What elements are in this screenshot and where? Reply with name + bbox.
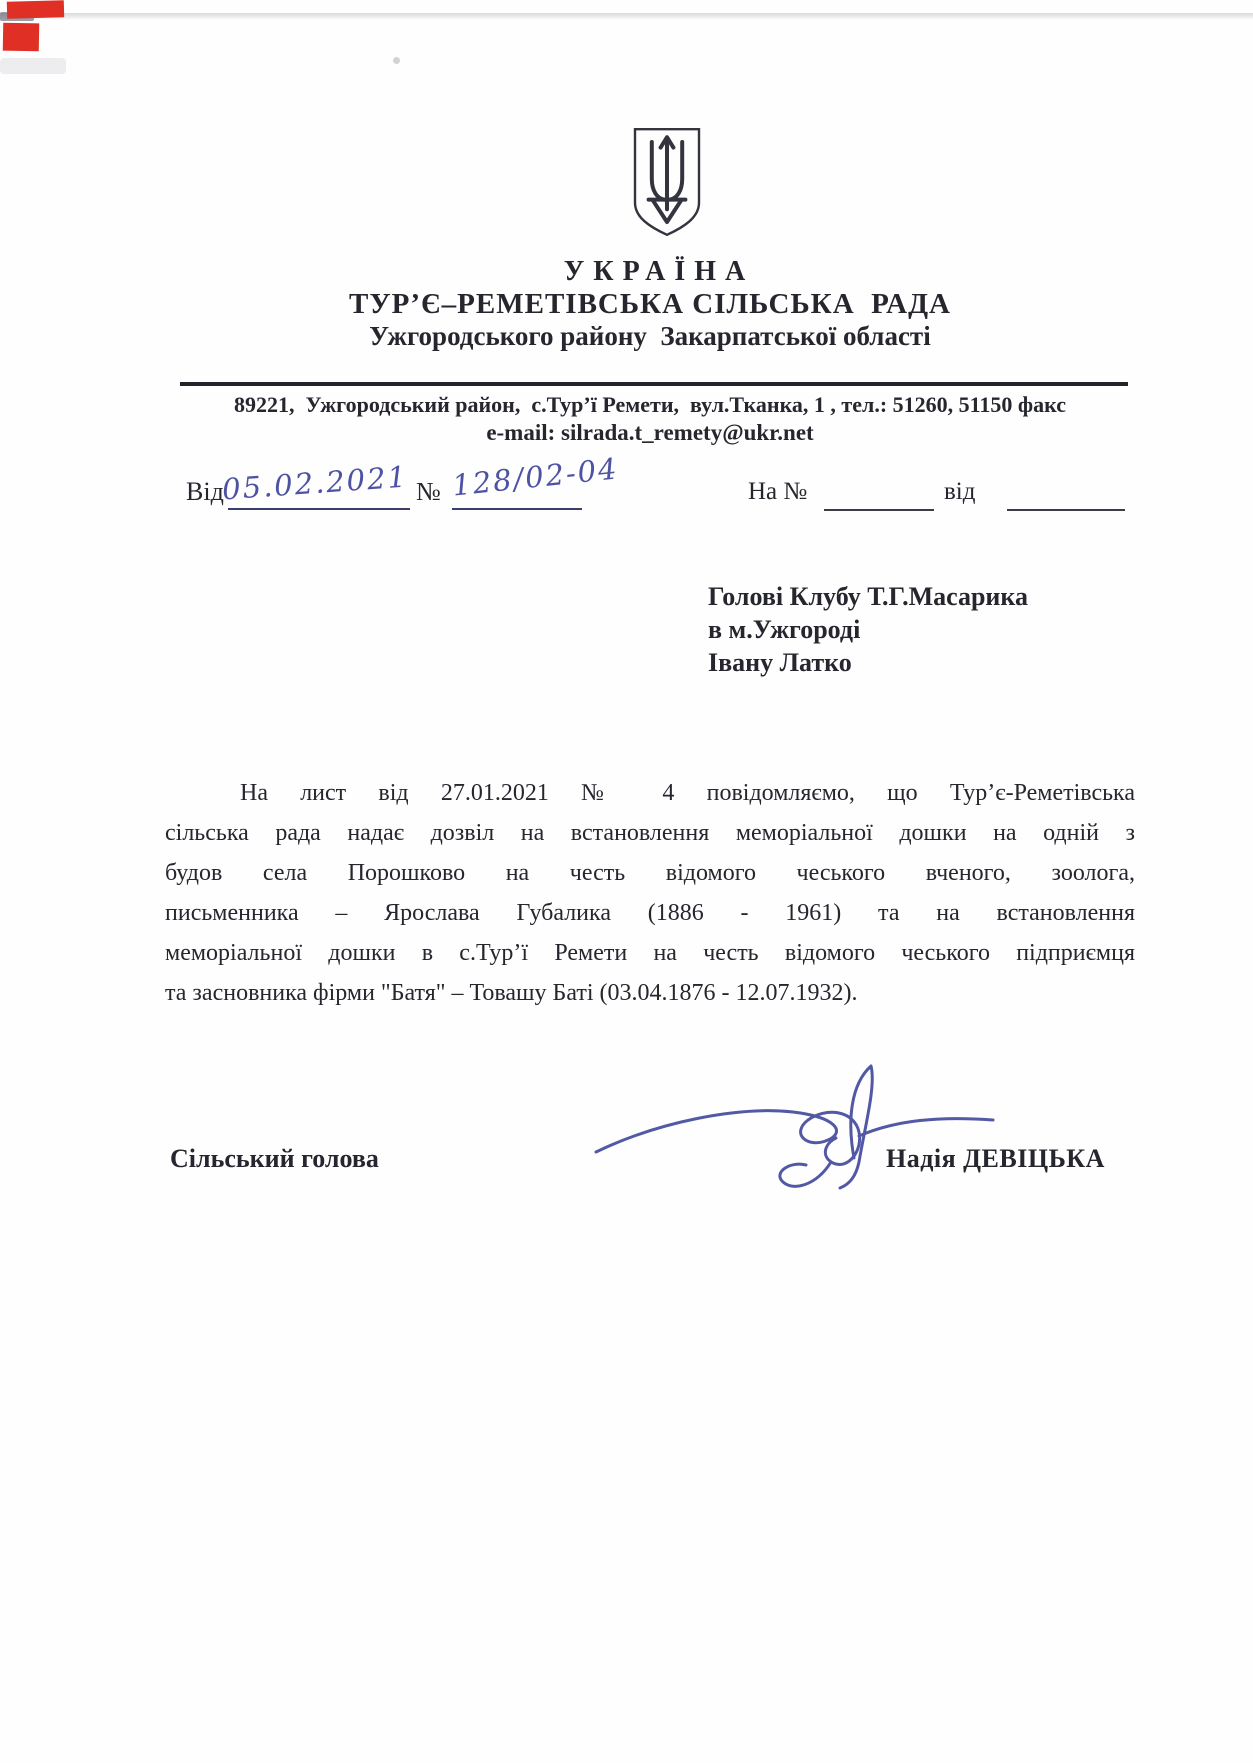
region-line: Ужгородського району Закарпатської області bbox=[369, 321, 931, 351]
blank-line bbox=[228, 508, 410, 510]
handwritten-signature bbox=[588, 1060, 1008, 1202]
ukraine-trident-icon bbox=[627, 126, 707, 238]
blank-line bbox=[824, 509, 934, 511]
body-line: меморіальної дошки в с.Тур’ї Ремети на честь відомого чеського підприємця bbox=[165, 940, 1135, 966]
scan-edge-shadow bbox=[0, 13, 1253, 20]
reply-number-label: На № bbox=[748, 478, 808, 505]
reply-date-label: від bbox=[944, 478, 976, 505]
email-line: e-mail: silrada.t_remety@ukr.net bbox=[486, 420, 814, 445]
body-line: сільська рада надає дозвіл на встановлення меморіальної дошки на одній з bbox=[165, 820, 1135, 846]
scan-artifact-red-mark bbox=[7, 0, 64, 18]
signatory-name: Надія ДЕВІЦЬКА bbox=[886, 1144, 1105, 1173]
scan-artifact-red-mark bbox=[3, 23, 39, 52]
body-line: та засновника фірми "Батя" – Товашу Баті (03.04.1876 - 12.07.1932). bbox=[165, 980, 858, 1006]
body-line: На лист від 27.01.2021 № 4 повідомляємо, що Тур’є-Реметівська bbox=[240, 780, 1135, 806]
addressee-block bbox=[708, 580, 1128, 679]
addressee-line: Голові Клубу Т.Г.Масарика bbox=[708, 582, 1028, 611]
handwritten-date: 05.02.2021 bbox=[221, 459, 410, 507]
addressee-line: в м.Ужгороді bbox=[708, 615, 861, 644]
scan-speck bbox=[393, 57, 400, 64]
body-line: будов села Порошково на честь відомого чеського вченого, зоолога, bbox=[165, 860, 1135, 886]
blank-line bbox=[1007, 509, 1125, 511]
address-line: 89221, Ужгородський район, с.Тур’ї Ремети, вул.Тканка, 1 , тел.: 51260, 51150 факс bbox=[233, 392, 1067, 417]
from-label: Від bbox=[186, 477, 224, 506]
signatory-title: Сільський голова bbox=[170, 1144, 379, 1173]
council-name: ТУР’Є–РЕМЕТІВСЬКА СІЛЬСЬКА РАДА bbox=[349, 288, 951, 320]
number-sign: № bbox=[416, 477, 441, 506]
country-name: УКРАЇНА bbox=[563, 256, 755, 287]
scan-smudge bbox=[0, 58, 66, 74]
handwritten-number: 128/02-04 bbox=[450, 451, 621, 503]
letter-body bbox=[165, 773, 1135, 1013]
header-divider bbox=[180, 382, 1128, 386]
blank-line bbox=[452, 508, 582, 510]
body-line: письменника – Ярослава Губалика (1886 - 1961) та на встановлення bbox=[165, 900, 1135, 926]
addressee-line: Івану Латко bbox=[708, 648, 852, 677]
